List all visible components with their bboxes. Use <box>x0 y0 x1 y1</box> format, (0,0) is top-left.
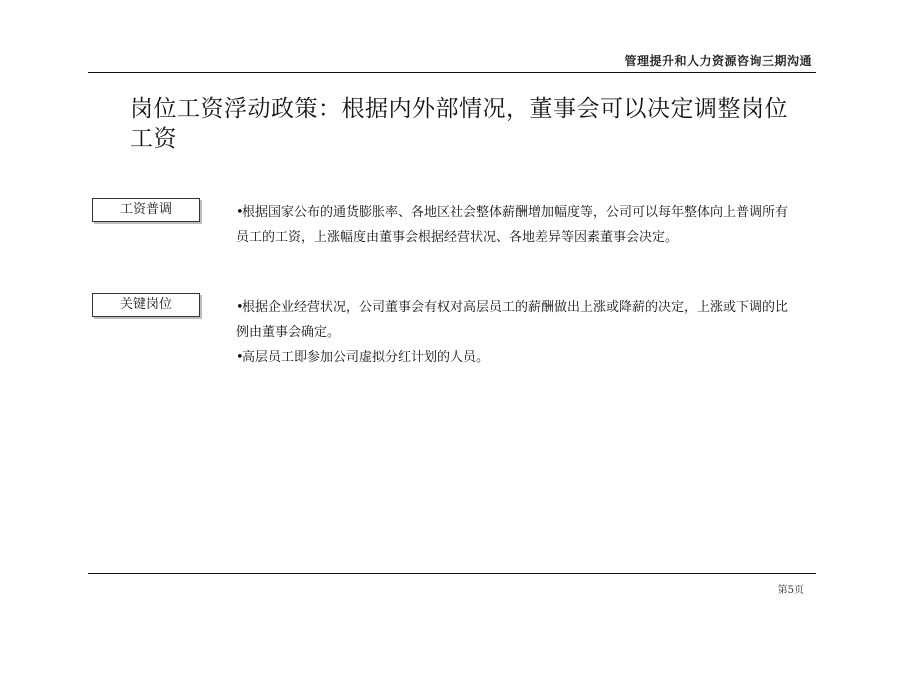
bullet-dot: • <box>236 300 244 315</box>
bullet-text: 根据企业经营状况，公司董事会有权对高层员工的薪酬做出上涨或降薪的决定，上涨或下调的比例由董事会确定。 <box>236 300 789 340</box>
section-label: 工资普调 <box>92 198 200 222</box>
section-label: 关键岗位 <box>92 293 200 317</box>
page-number: 第5页 <box>777 585 804 596</box>
section-body <box>236 295 796 370</box>
presentation-header-title: 管理提升和人力资源咨询三期沟通 <box>624 54 812 68</box>
bullet-text: 根据国家公布的通货膨胀率、各地区社会整体薪酬增加幅度等，公司可以每年整体向上普调所有员工的工资，上涨幅度由董事会根据经营状况、各地差异等因素董事会决定。 <box>236 205 789 245</box>
header-divider <box>88 72 816 73</box>
section-body <box>236 200 796 250</box>
bullet-item <box>236 345 796 370</box>
bullet-item <box>236 295 796 345</box>
bullet-dot: • <box>236 350 244 365</box>
bullet-dot: • <box>236 205 244 220</box>
bullet-item <box>236 200 796 250</box>
slide-title: 岗位工资浮动政策：根据内外部情况，董事会可以决定调整岗位工资 <box>130 96 788 152</box>
bullet-text: 高层员工即参加公司虚拟分红计划的人员。 <box>242 350 490 365</box>
footer-divider <box>88 573 816 574</box>
